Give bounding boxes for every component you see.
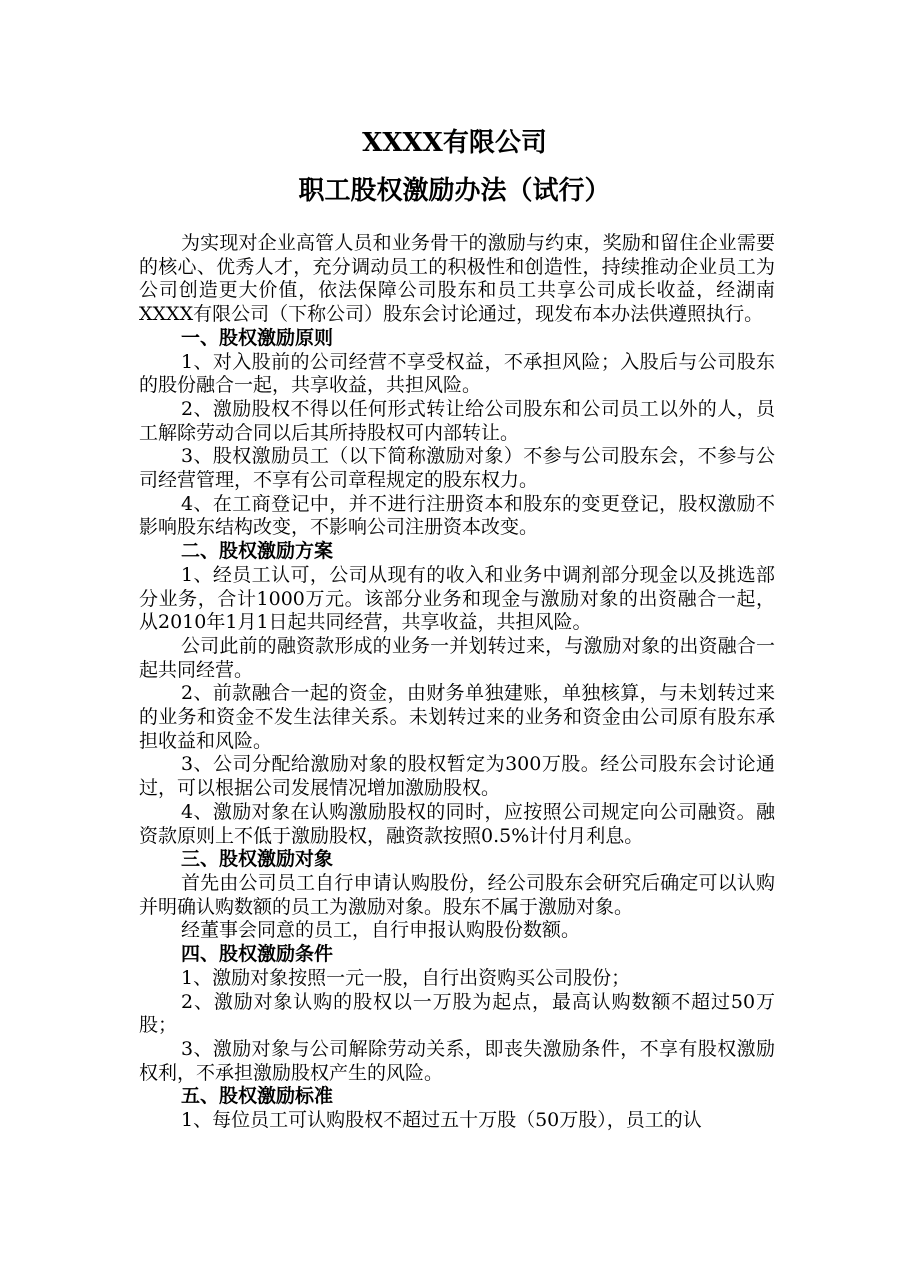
paragraph: 3、激励对象与公司解除劳动关系，即丧失激励条件，不享有股权激励权利，不承担激励股权产生的风险。 — [139, 1037, 775, 1084]
section-heading-principles: 一、股权激励原则 — [181, 326, 334, 349]
paragraph: 3、股权激励员工（以下简称激励对象）不参与公司股东会，不参与公司经营管理，不享有公司章程规定的股东权力。 — [139, 445, 775, 492]
paragraph: 2、激励股权不得以任何形式转让给公司股东和公司员工以外的人，员工解除劳动合同以后其所持股权可内部转让。 — [139, 397, 775, 444]
paragraph: 4、激励对象在认购激励股权的同时，应按照公司规定向公司融资。融资款原则上不低于激励股权，融资款按照0.5%计付月利息。 — [139, 800, 775, 847]
intro-paragraph: 为实现对企业高管人员和业务骨干的激励与约束，奖励和留住企业需要的核心、优秀人才，充分调动员工的积极性和创造性，持续推动企业员工为公司创造更大价值，依法保障公司股东和员工共享公司成长收益，经湖南XXXX有限公司（下称公司）股东会讨论通过，现发布本办法供遵照执行。 — [139, 232, 775, 326]
paragraph: 3、公司分配给激励对象的股权暂定为300万股。经公司股东会讨论通过，可以根据公司发展情况增加激励股权。 — [139, 753, 775, 800]
paragraph: 1、每位员工可认购股权不超过五十万股（50万股），员工的认 — [181, 1109, 702, 1132]
paragraph: 1、对入股前的公司经营不享受权益，不承担风险；入股后与公司股东的股份融合一起，共享收益，共担风险。 — [139, 350, 775, 397]
paragraph: 2、激励对象认购的股权以一万股为起点，最高认购数额不超过50万股； — [139, 990, 775, 1037]
section-heading-plan: 二、股权激励方案 — [181, 540, 334, 563]
paragraph: 4、在工商登记中，并不进行注册资本和股东的变更登记，股权激励不影响股东结构改变，不影响公司注册资本改变。 — [139, 492, 775, 539]
document-subtitle: 职工股权激励办法（试行） — [298, 176, 611, 206]
paragraph: 首先由公司员工自行申请认购股份，经公司股东会研究后确定可以认购并明确认购数额的员工为激励对象。股东不属于激励对象。 — [139, 871, 775, 918]
document-body — [139, 232, 775, 1133]
paragraph: 公司此前的融资款形成的业务一并划转过来，与激励对象的出资融合一起共同经营。 — [139, 634, 775, 681]
section-heading-conditions: 四、股权激励条件 — [181, 943, 334, 966]
paragraph: 1、激励对象按照一元一股，自行出资购买公司股份； — [181, 966, 631, 989]
section-heading-standards: 五、股权激励标准 — [181, 1085, 334, 1108]
paragraph: 经董事会同意的员工，自行申报认购股份数额。 — [181, 919, 581, 942]
document-title: XXXX有限公司 — [362, 128, 547, 158]
section-heading-targets: 三、股权激励对象 — [181, 848, 334, 871]
paragraph: 1、经员工认可，公司从现有的收入和业务中调剂部分现金以及挑选部分业务，合计1000万元。该部分业务和现金与激励对象的出资融合一起，从2010年1月1日起共同经营，共享收益，共担风险。 — [139, 563, 775, 634]
paragraph: 2、前款融合一起的资金，由财务单独建账，单独核算，与未划转过来的业务和资金不发生法律关系。未划转过来的业务和资金由公司原有股东承担收益和风险。 — [139, 682, 775, 752]
